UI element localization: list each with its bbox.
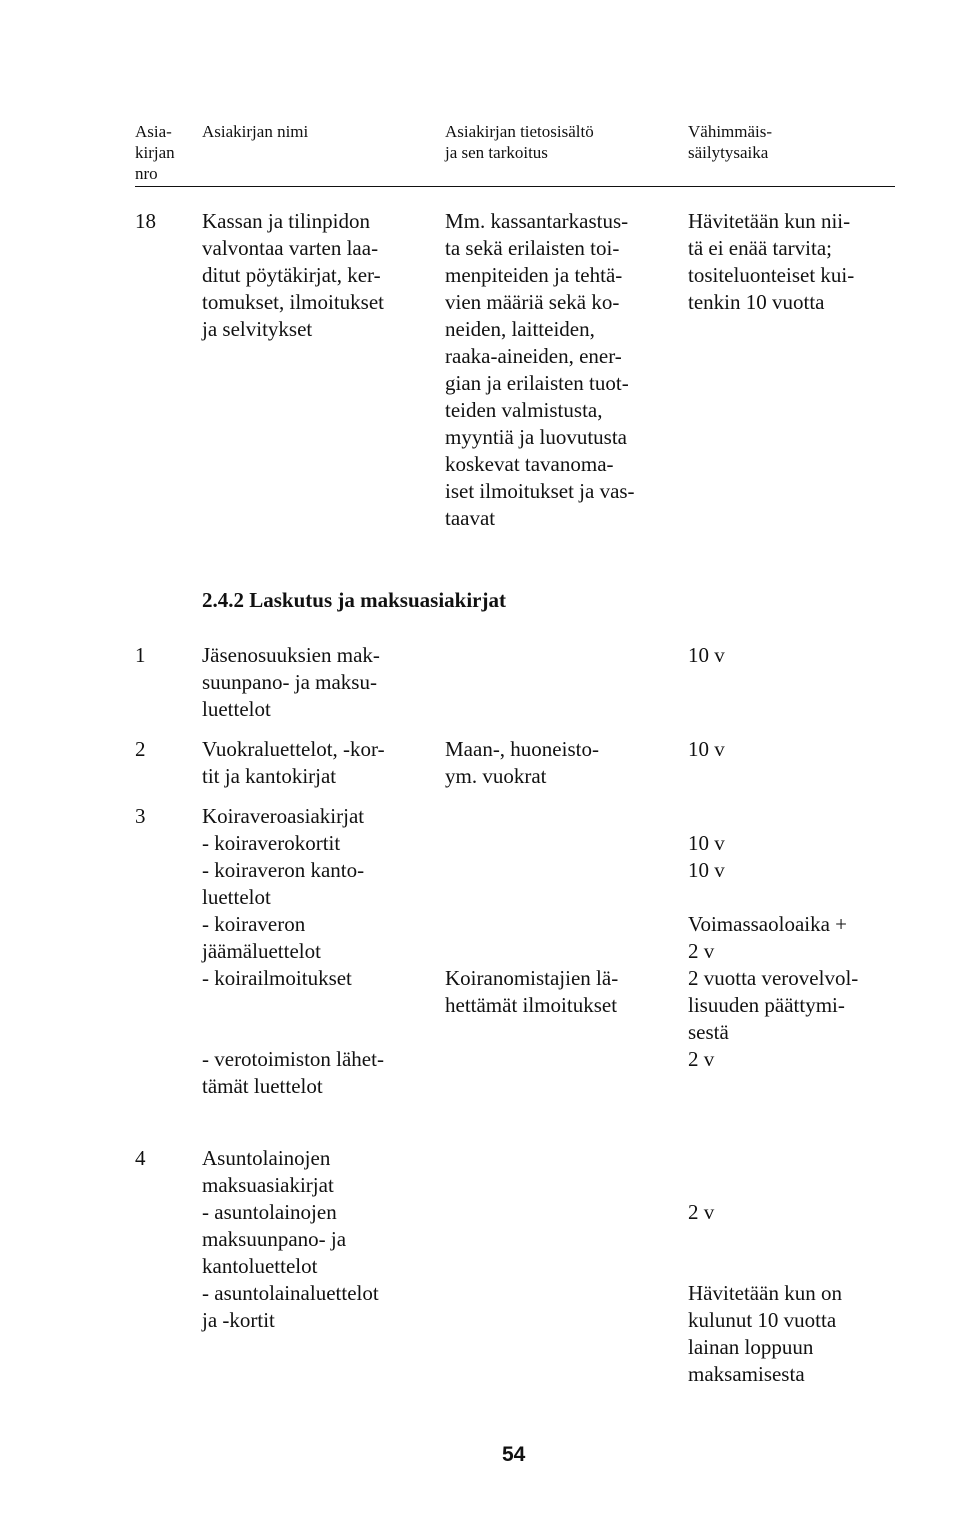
row-2-name: Vuokraluettelot, -kor- tit ja kantokirjat — [202, 737, 385, 788]
row-1-retention: 10 v — [688, 643, 725, 667]
row-3-title: Koiraveroasiakirjat — [202, 804, 365, 828]
page-number: 54 — [502, 1443, 526, 1466]
row-4-number: 4 — [135, 1146, 146, 1170]
row-18-content: Mm. kassantarkastus- ta sekä erilaisten toi- menpiteiden ja tehtä- vien määriä sekä ko- neiden, laitteiden, raaka-aineiden, ener- gian ja erilaisten tuot- teiden valmistusta, myyntiä ja luovutusta koskevat tavanoma- iset ilmoitukset ja vas- taavat — [445, 209, 635, 530]
row-3-sub-2-name: - koiraveron kanto- luettelot — [202, 858, 365, 909]
row-18-name: Kassan ja tilinpidon valvontaa varten laa- ditut pöytäkirjat, ker- tomukset, ilmoitukset ja selvitykset — [202, 209, 384, 341]
row-3-sub-5-name: - verotoimiston lähet- tämät luettelot — [202, 1047, 384, 1098]
row-18-number: 18 — [135, 209, 156, 233]
section-title: 2.4.2 Laskutus ja maksuasiakirjat — [202, 588, 506, 612]
row-2-retention: 10 v — [688, 737, 725, 761]
header-retention-period: Vähimmäis- säilytysaika — [688, 122, 773, 162]
row-4-title: Asuntolainojen maksuasiakirjat — [202, 1146, 334, 1197]
row-3-sub-5-retention: 2 v — [688, 1047, 715, 1071]
header-document-number: Asia- kirjan nro — [135, 122, 175, 183]
row-1-name: Jäsenosuuksien mak- suunpano- ja maksu- luettelot — [202, 643, 380, 721]
row-3-sub-1-retention: 10 v — [688, 831, 725, 855]
header-document-name: Asiakirjan nimi — [202, 122, 309, 141]
row-3-sub-2-retention: 10 v — [688, 858, 725, 882]
row-4-sub-2-name: - asuntolainaluettelot ja -kortit — [202, 1281, 379, 1332]
row-3-sub-4-name: - koirailmoitukset — [202, 966, 352, 990]
row-3-sub-3-name: - koiraveron jäämäluettelot — [202, 912, 321, 963]
header-document-content: Asiakirjan tietosisältö ja sen tarkoitus — [445, 122, 594, 162]
row-1-number: 1 — [135, 643, 146, 667]
row-4-sub-2-retention: Hävitetään kun on kulunut 10 vuotta lainan loppuun maksamisesta — [688, 1281, 842, 1386]
row-3-sub-4-retention: 2 vuotta verovelvol- lisuuden päättymi- sestä — [688, 966, 859, 1044]
row-2-content: Maan-, huoneisto- ym. vuokrat — [445, 737, 599, 788]
header-divider — [135, 186, 895, 187]
row-3-sub-4-content: Koiranomistajien lä- hettämät ilmoitukset — [445, 966, 619, 1017]
row-4-sub-1-retention: 2 v — [688, 1200, 715, 1224]
row-4-sub-1-name: - asuntolainojen maksuunpano- ja kantoluettelot — [202, 1200, 347, 1278]
row-2-number: 2 — [135, 737, 146, 761]
row-3-number: 3 — [135, 804, 146, 828]
row-3-sub-3-retention: Voimassaoloaika + 2 v — [688, 912, 848, 963]
row-3-sub-1-name: - koiraverokortit — [202, 831, 341, 855]
row-18-retention: Hävitetään kun nii- tä ei enää tarvita; tositeluonteiset kui- tenkin 10 vuotta — [688, 209, 855, 314]
